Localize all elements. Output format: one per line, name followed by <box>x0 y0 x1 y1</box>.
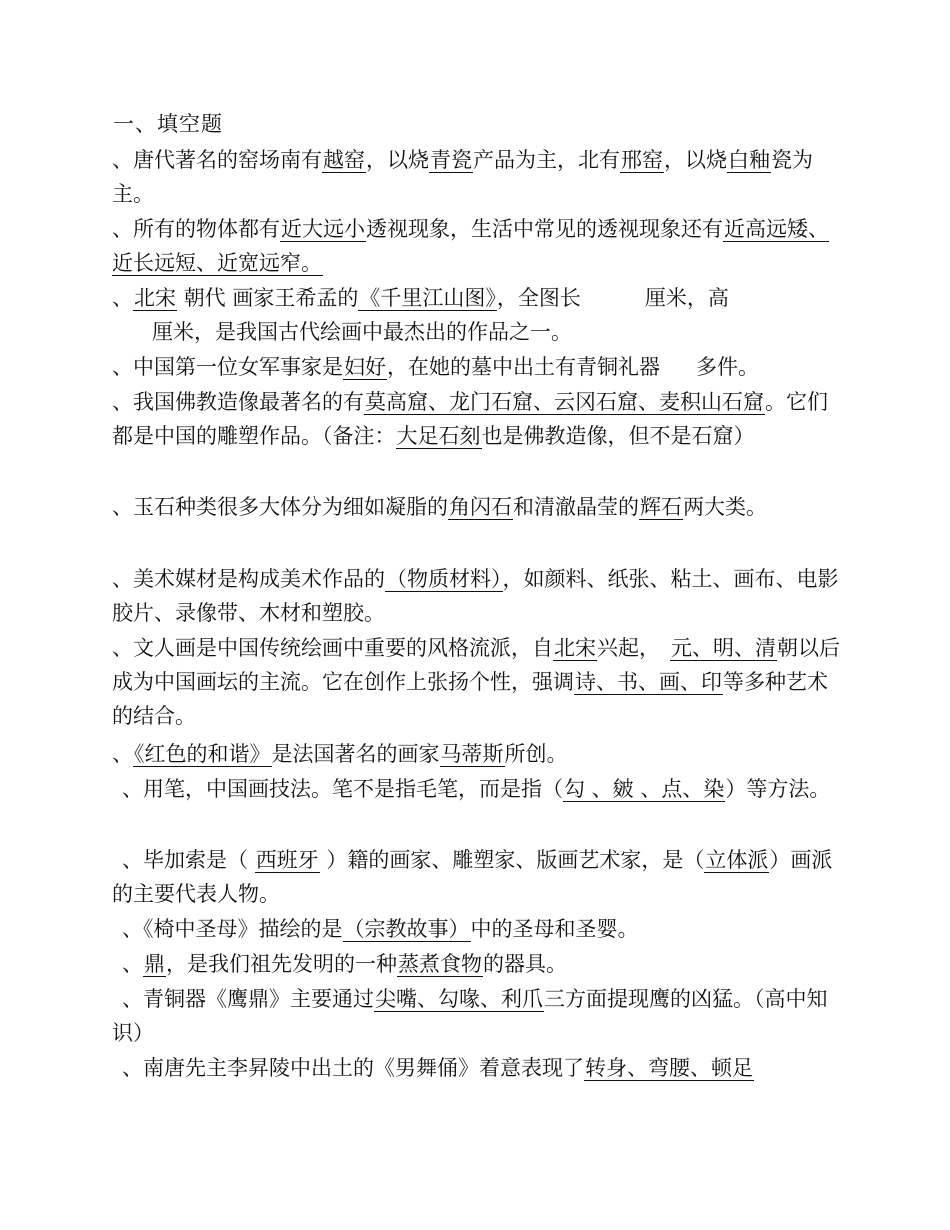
answer: 青瓷 <box>430 148 472 172</box>
answer: 角闪石 <box>449 495 512 519</box>
answer: （宗教故事） <box>343 917 470 941</box>
answer: 大足石刻 <box>396 424 481 448</box>
answer: 蒸煮食物 <box>398 952 482 976</box>
question-4: 、中国第一位女军事家是妇好，在她的墓中出土有青铜礼器 多件。 <box>112 355 759 379</box>
question-11: 、毕加索是（ 西班牙 ）籍的画家、雕塑家、版画艺术家，是（立体派）画派的主要代表人物。 <box>112 848 833 906</box>
answer: 辉石 <box>640 495 682 519</box>
answer: 转身、弯腰、顿足 <box>585 1056 753 1080</box>
question-14: 、青铜器《鹰鼎》主要通过尖嘴、勾喙、利爪三方面提现鹰的凶猛。（高中知识） <box>112 987 828 1045</box>
answer: 北宋 <box>554 636 596 660</box>
answer: 马蒂斯 <box>440 742 504 766</box>
question-6: 、玉石种类很多大体分为细如凝脂的角闪石和清澈晶莹的辉石两大类。 <box>112 495 767 519</box>
answer: 诗、书、画、印 <box>575 670 722 694</box>
question-7: 、美术媒材是构成美术作品的（物质材料），如颜料、纸张、粘土、画布、电影胶片、录像带、木材和塑胶。 <box>112 567 839 625</box>
answer: 鼎 <box>144 952 165 976</box>
question-8: 、文人画是中国传统绘画中重要的风格流派，自北宋兴起， 元、明、清朝以后成为中国画坛的主流。它在创作上张扬个性，强调诗、书、画、印等多种艺术的结合。 <box>112 636 840 728</box>
question-9: 、《红色的和谐》是法国著名的画家马蒂斯所创。 <box>112 742 568 766</box>
answer: 元、明、清 <box>671 636 776 660</box>
answer: 邢窑 <box>621 148 663 172</box>
answer: 西班牙 <box>255 848 319 872</box>
section-title: 一、填空题 <box>113 112 223 136</box>
answer: 立体派 <box>705 848 769 872</box>
answer: 白釉 <box>728 148 770 172</box>
question-1: 、唐代著名的窑场南有越窑，以烧青瓷产品为主，北有邢窑，以烧白釉瓷为主。 <box>112 148 813 206</box>
question-12: 、《椅中圣母》描绘的是（宗教故事）中的圣母和圣婴。 <box>122 917 639 941</box>
answer: 越窑 <box>323 148 365 172</box>
answer: 近大远小 <box>281 217 365 241</box>
answer: 北宋 <box>134 286 176 310</box>
answer: 妇好 <box>344 355 386 379</box>
answer: 勾 、皴 、点、染 <box>564 777 725 801</box>
answer: 《千里江山图》 <box>359 286 496 310</box>
answer: 尖嘴、勾喙、利爪 <box>375 987 543 1011</box>
answer: 《红色的和谐》 <box>134 742 271 766</box>
question-5: 、我国佛教造像最著名的有莫高窟、龙门石窟、云冈石窟、麦积山石窟。它们都是中国的雕塑作品。（备注：大足石刻也是佛教造像，但不是石窟） <box>112 390 828 448</box>
question-15: 、南唐先主李昇陵中出土的《男舞俑》着意表现了转身、弯腰、顿足 <box>122 1056 753 1080</box>
question-10: 、用笔，中国画技法。笔不是指毛笔，而是指（勾 、皴 、点、染）等方法。 <box>122 777 831 801</box>
question-2: 、所有的物体都有近大远小透视现象，生活中常见的透视现象还有近高远矮、近长远短、近宽远窄。 <box>112 217 829 275</box>
answer: 莫高窟、龙门石窟、云冈石窟、麦积山石窟 <box>365 390 764 414</box>
question-3: 、北宋 朝代 画家王希孟的《千里江山图》，全图长 厘米，高 厘米，是我国古代绘画中最杰出的作品之一。 <box>112 286 729 344</box>
question-13: 、鼎，是我们祖先发明的一种蒸煮食物的器具。 <box>122 952 567 976</box>
answer: 近高远矮、近长远短、近宽远窄。 <box>112 217 829 275</box>
answer: （物质材料） <box>386 567 502 591</box>
